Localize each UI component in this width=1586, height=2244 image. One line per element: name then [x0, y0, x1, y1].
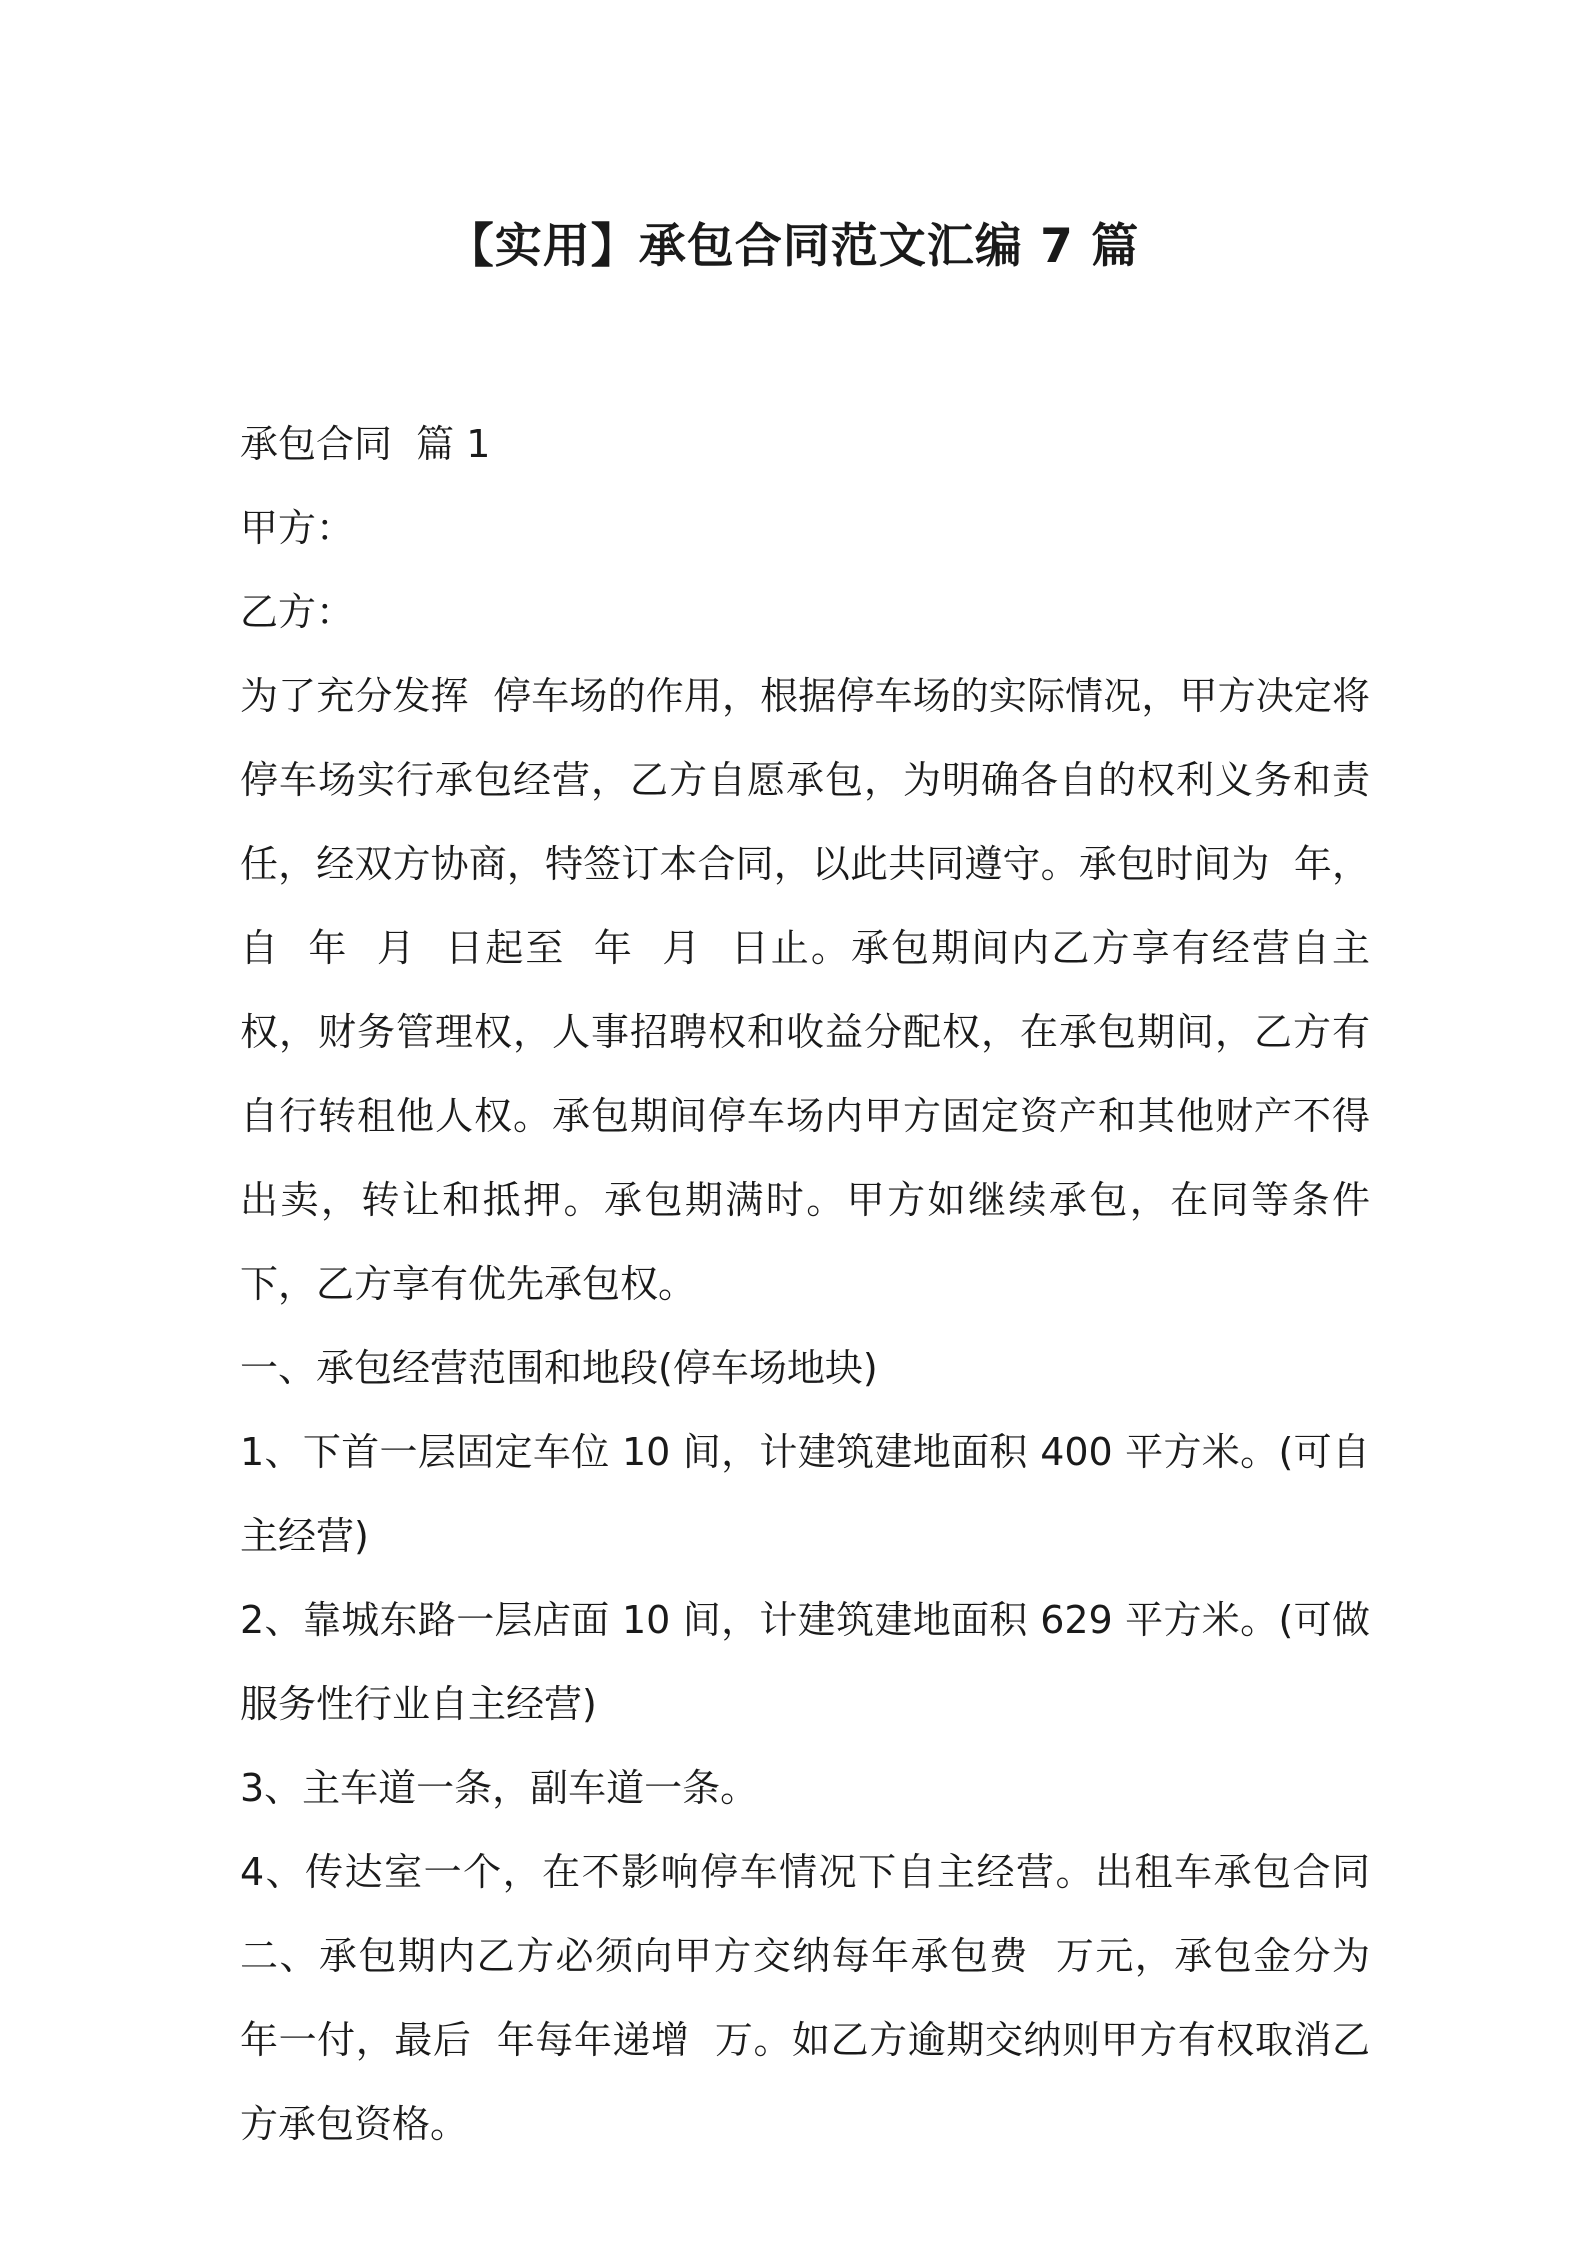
- clause-item-2: 2、靠城东路一层店面 10 间，计建筑建地面积 629 平方米。(可做服务性行业自主经营): [240, 1598, 1370, 1726]
- preamble-paragraph: 为了充分发挥 停车场的作用，根据停车场的实际情况，甲方决定将停车场实行承包经营，乙方自愿承包，为明确各自的权利义务和责任，经双方协商，特签订本合同，以此共同遵守。承包时间为 年，自 年 月 日起至 年 月 日止。承包期间内乙方享有经营自主权，财务管理权，人事招聘权和收益分配权，在承包期间，乙方有自行转租他人权。承包期间停车场内甲方固定资产和其他财产不得出卖，转让和抵押。承包期满时。甲方如继续承包，在同等条件下，乙方享有优先承包权。: [240, 674, 1370, 1306]
- document-body: [240, 402, 1395, 2166]
- document-title: 【实用】承包合同范文汇编 7 篇: [446, 219, 1140, 274]
- party-b-line: 乙方：: [240, 590, 355, 634]
- clause-item-1: 1、下首一层固定车位 10 间，计建筑建地面积 400 平方米。(可自主经营): [240, 1430, 1370, 1558]
- party-a-line: 甲方：: [240, 506, 355, 550]
- section-heading: 承包合同 篇 1: [240, 422, 491, 466]
- clause-item-3: 3、主车道一条，副车道一条。: [240, 1766, 759, 1810]
- clause-heading: 一、承包经营范围和地段(停车场地块): [240, 1346, 878, 1390]
- clause-item-4: 4、传达室一个，在不影响停车情况下自主经营。出租车承包合同二、承包期内乙方必须向甲方交纳每年承包费 万元，承包金分为 年一付，最后 年每年递增 万。如乙方逾期交纳则甲方有权取消乙方承包资格。: [240, 1850, 1395, 2146]
